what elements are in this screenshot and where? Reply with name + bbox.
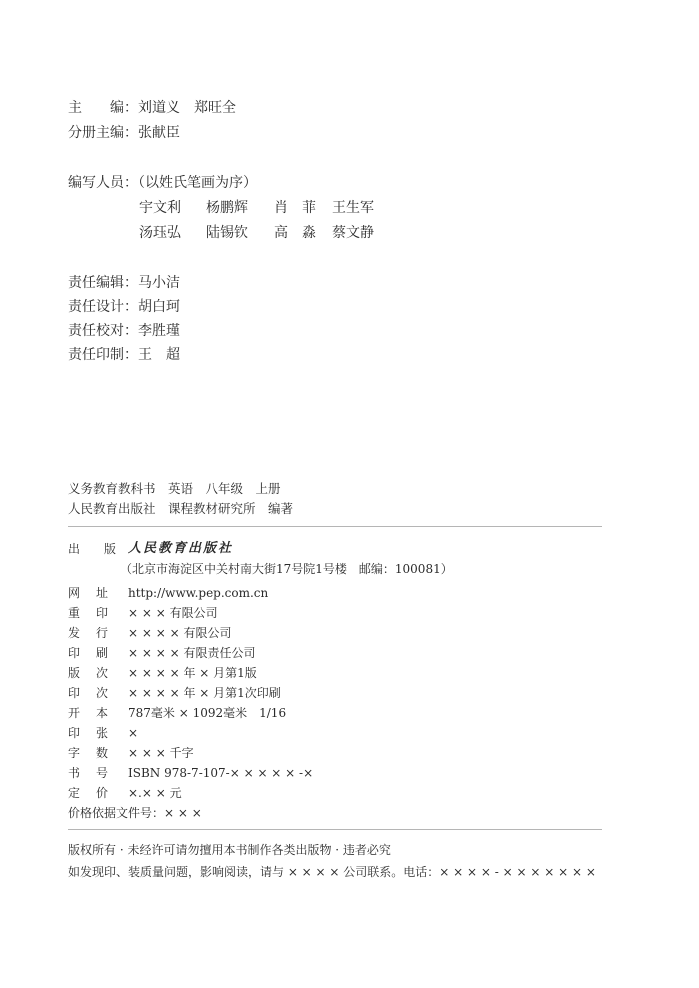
responsible-label: 责任校对： xyxy=(68,323,138,339)
writers-label: 编写人员： xyxy=(68,175,138,191)
writers-row-2 xyxy=(139,226,374,240)
publisher-address: （北京市海淀区中关村南大街17号院1号楼 邮编：100081） xyxy=(120,562,453,576)
chief-editor-line xyxy=(68,101,236,115)
responsible-print-line xyxy=(68,348,180,362)
chief-editor-label-2: 编： xyxy=(110,100,138,116)
copyright-notice: 版权所有 · 未经许可请勿擅用本书制作各类出版物 · 违者必究 xyxy=(68,843,391,857)
book-title: 义务教育教科书 英语 八年级 上册 xyxy=(68,481,281,496)
responsible-name: 马小洁 xyxy=(138,275,180,291)
writer-name: 汤珏弘 xyxy=(139,225,181,241)
writers-row-1 xyxy=(139,201,374,215)
colophon-value: ×.× × 元 xyxy=(128,786,182,800)
chief-editor-label-1: 主 xyxy=(68,100,82,116)
writer-name: 王生军 xyxy=(332,200,374,216)
colophon-value: × × × × 年 × 月第1次印刷 xyxy=(128,686,281,700)
book-author: 人民教育出版社 课程教材研究所 编著 xyxy=(68,501,294,516)
chief-editor-names: 刘道义 郑旺全 xyxy=(138,100,236,116)
writer-name: 肖 菲 xyxy=(274,200,316,216)
colophon-value: × × × 千字 xyxy=(128,746,194,760)
responsible-name: 王 超 xyxy=(138,347,180,363)
divider-top xyxy=(68,526,602,527)
divider-bottom xyxy=(68,829,602,830)
responsible-name: 胡白珂 xyxy=(138,299,180,315)
writers-note: （以姓氏笔画为序） xyxy=(138,175,257,191)
responsible-design-line xyxy=(68,300,180,314)
colophon-value: × × × × 有限责任公司 xyxy=(128,646,256,660)
colophon-value: × xyxy=(128,726,139,740)
writer-name: 宇文利 xyxy=(139,200,181,216)
responsible-label: 责任设计： xyxy=(68,299,138,315)
quality-contact: 如发现印、装质量问题，影响阅读，请与 × × × × 公司联系。电话：× × × × - × × × × × × × xyxy=(68,865,596,879)
colophon-value: × × × × 年 × 月第1版 xyxy=(128,666,257,680)
writer-name: 陆锡钦 xyxy=(206,225,248,241)
publisher-logo: 人民教育出版社 xyxy=(128,541,234,556)
responsible-proof-line xyxy=(68,324,180,338)
responsible-editor-line xyxy=(68,276,180,290)
responsible-label: 责任编辑： xyxy=(68,275,138,291)
volume-editor-label: 分册主编： xyxy=(68,125,138,141)
colophon-value: ISBN 978-7-107-× × × × × -× xyxy=(128,766,314,780)
writer-name: 杨鹏辉 xyxy=(206,200,248,216)
writer-name: 高 淼 xyxy=(274,225,316,241)
writer-name: 蔡文静 xyxy=(332,225,374,241)
colophon-value: × × × 有限公司 xyxy=(128,606,218,620)
responsible-name: 李胜瑾 xyxy=(138,323,180,339)
colophon-value: 787毫米 × 1092毫米 1/16 xyxy=(128,706,287,720)
colophon-value: http://www.pep.com.cn xyxy=(128,586,269,600)
responsible-label: 责任印制： xyxy=(68,347,138,363)
volume-editor-name: 张献臣 xyxy=(138,125,180,141)
volume-editor-line xyxy=(68,126,180,140)
writers-line xyxy=(68,176,257,190)
colophon-value: × × × × 有限公司 xyxy=(128,626,232,640)
